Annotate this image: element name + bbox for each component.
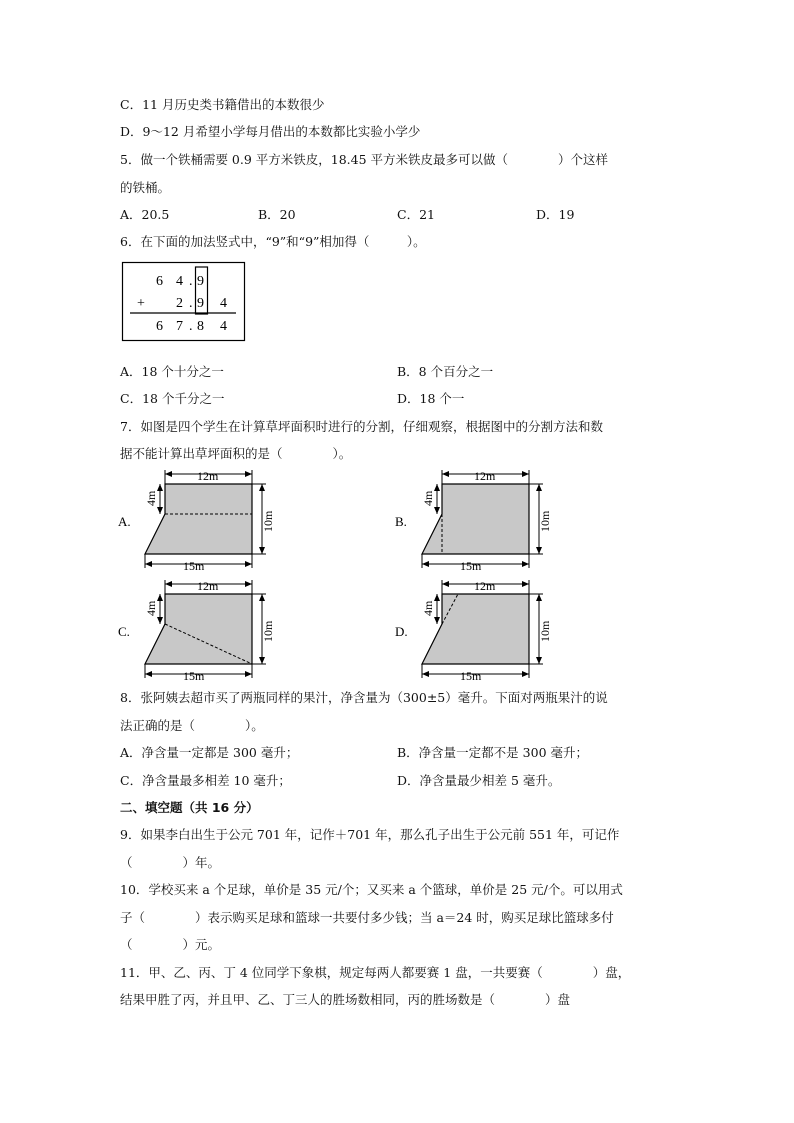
q7-figure-d-label: D. xyxy=(395,624,408,639)
q7-figure-d xyxy=(392,578,552,684)
q7-b-lawn xyxy=(422,484,529,554)
q6-plus-sign: + xyxy=(137,296,145,311)
q6-option-c: C．18 个千分之一 xyxy=(120,391,225,406)
q8-text-line1: 8．张阿姨去超市买了两瓶同样的果汁，净含量为（300±5）毫升。下面对两瓶果汁的说 xyxy=(120,690,608,705)
q5-option-d: D．19 xyxy=(536,207,575,222)
q8-text-line2: 法正确的是（ ）。 xyxy=(120,718,264,733)
q5-option-c: C．21 xyxy=(397,207,435,222)
q6-sum-point: . xyxy=(189,319,193,334)
q7-a-lawn xyxy=(145,484,252,554)
q7-b-right-label: 10m xyxy=(538,510,552,532)
q7-a-bottom-label: 15m xyxy=(183,559,205,573)
q6-row1-digit3: 9 xyxy=(197,274,204,289)
q6-row2-digit2: 9 xyxy=(197,296,204,311)
q7-c-right-label: 10m xyxy=(261,620,275,642)
q6-sum-digit1: 6 xyxy=(156,319,163,334)
q7-figure-b xyxy=(392,468,552,574)
q7-a-top-label: 12m xyxy=(197,469,219,483)
q10-text-line2: 子（ ）表示购买足球和篮球一共要付多少钱；当 a＝24 时，购买足球比篮球多付 xyxy=(120,910,614,925)
q7-text-line1: 7．如图是四个学生在计算草坪面积时进行的分割，仔细观察，根据图中的分割方法和数 xyxy=(120,419,603,434)
q10-text-line1: 10．学校买来 a 个足球，单价是 35 元/个；又买来 a 个篮球，单价是 25 元/个。可以用式 xyxy=(120,882,623,897)
q7-d-right-label: 10m xyxy=(538,620,552,642)
q4-option-d: D．9～12 月希望小学每月借出的本数都比实验小学少 xyxy=(120,124,421,139)
q6-sum-digit2: 7 xyxy=(176,319,183,334)
q5-option-a: A．20.5 xyxy=(120,207,170,222)
q7-figure-a-label: A. xyxy=(118,514,131,529)
q6-row2-point: . xyxy=(189,296,193,311)
q7-c-bottom-label: 15m xyxy=(183,669,205,683)
q9-text-line1: 9．如果李白出生于公元 701 年，记作＋701 年，那么孔子出生于公元前 551 年，可记作 xyxy=(120,827,620,842)
q7-figure-c xyxy=(115,578,275,684)
q5-text-line2: 的铁桶。 xyxy=(120,180,171,195)
q6-row2-digit1: 2 xyxy=(176,296,183,311)
q4-option-c: C．11 月历史类书籍借出的本数很少 xyxy=(120,97,325,112)
q5-text-line1: 5．做一个铁桶需要 0.9 平方米铁皮，18.45 平方米铁皮最多可以做（ ）个这样 xyxy=(120,152,609,167)
q8-option-d: D．净含量最少相差 5 毫升。 xyxy=(397,773,561,788)
q6-row1-digit1: 6 xyxy=(156,274,163,289)
section-2-heading: 二、填空题（共 16 分） xyxy=(120,800,259,815)
q7-b-top-label: 12m xyxy=(474,469,496,483)
q8-option-b: B．净含量一定都不是 300 毫升； xyxy=(397,745,588,760)
q7-c-lawn xyxy=(145,594,252,664)
q8-option-a: A．净含量一定都是 300 毫升； xyxy=(120,745,299,760)
q6-sum-digit3: 8 xyxy=(197,319,204,334)
q7-d-lawn xyxy=(422,594,529,664)
q6-sum-digit4: 4 xyxy=(220,319,227,334)
q10-text-line3: （ ）元。 xyxy=(120,937,221,952)
q6-row1-digit2: 4 xyxy=(176,274,183,289)
q6-option-b: B．8 个百分之一 xyxy=(397,364,494,379)
q7-figure-b-label: B. xyxy=(395,514,407,529)
q7-d-left-label: 4m xyxy=(421,600,435,616)
q6-option-d: D．18 个一 xyxy=(397,391,465,406)
q7-a-left-label: 4m xyxy=(144,490,158,506)
q7-c-left-label: 4m xyxy=(144,600,158,616)
q6-row1-point: . xyxy=(189,274,193,289)
q7-c-top-label: 12m xyxy=(197,579,219,593)
q7-b-left-label: 4m xyxy=(421,490,435,506)
q7-d-bottom-label: 15m xyxy=(460,669,482,683)
q9-text-line2: （ ）年。 xyxy=(120,855,221,870)
q6-addition-figure xyxy=(120,261,248,343)
q6-row2-digit3: 4 xyxy=(220,296,227,311)
q6-text: 6．在下面的加法竖式中，“9”和“9”相加得（ ）。 xyxy=(120,234,426,249)
q7-text-line2: 据不能计算出草坪面积的是（ ）。 xyxy=(120,446,352,461)
q11-text-line2: 结果甲胜了丙，并且甲、乙、丁三人的胜场数相同，丙的胜场数是（ ）盘 xyxy=(120,992,571,1007)
q7-figure-a xyxy=(115,468,275,574)
q6-option-a: A．18 个十分之一 xyxy=(120,364,224,379)
q7-d-top-label: 12m xyxy=(474,579,496,593)
q7-figure-c-label: C. xyxy=(118,624,130,639)
q7-b-bottom-label: 15m xyxy=(460,559,482,573)
q5-option-b: B．20 xyxy=(258,207,296,222)
q8-option-c: C．净含量最多相差 10 毫升； xyxy=(120,773,291,788)
q7-a-right-label: 10m xyxy=(261,510,275,532)
q11-text-line1: 11．甲、乙、丙、丁 4 位同学下象棋，规定每两人都要赛 1 盘，一共要赛（ ）盘， xyxy=(120,965,631,980)
